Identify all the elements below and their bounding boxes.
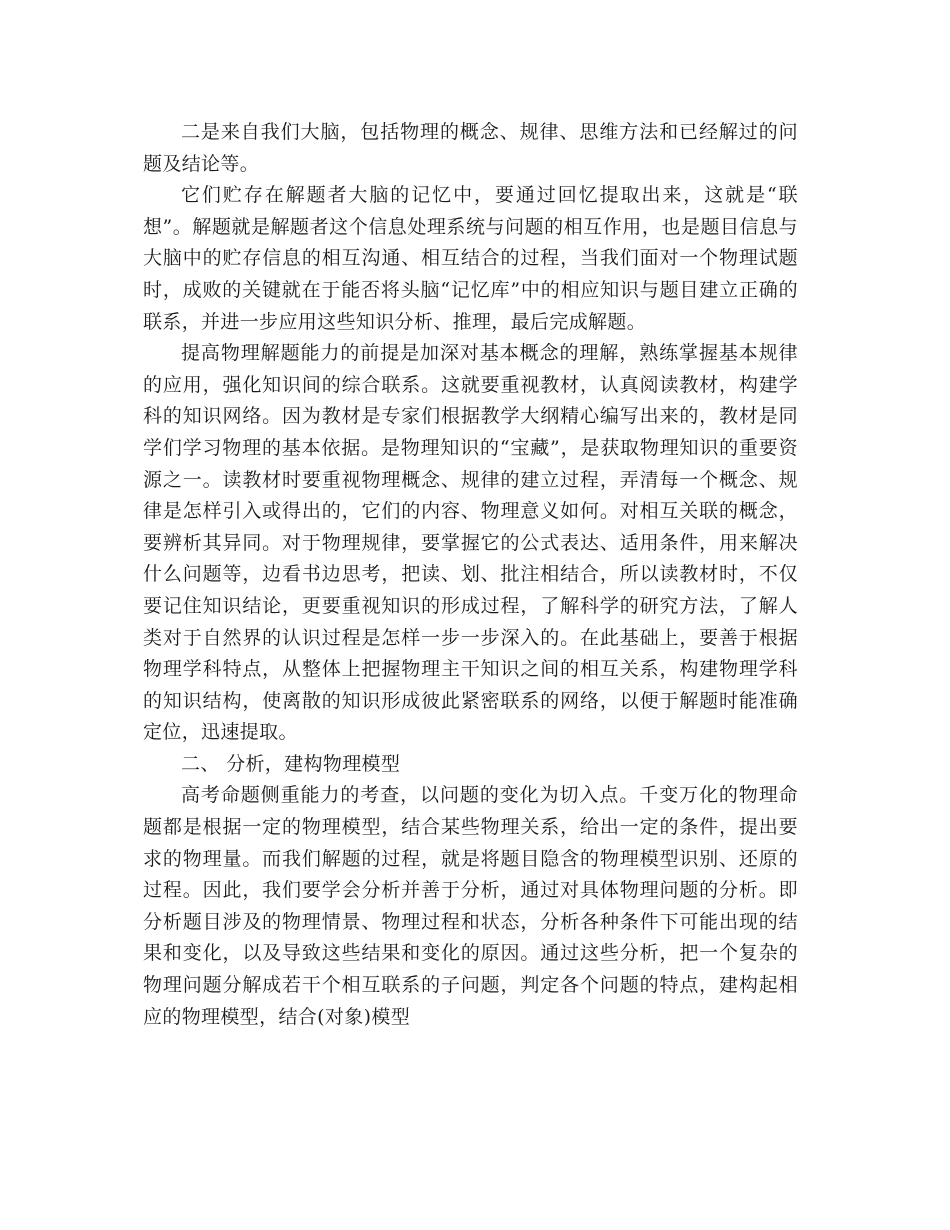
section-heading-model: 二、 分析，建构物理模型 [181,752,401,775]
paragraph-analysis: 高考命题侧重能力的考查，以问题的变化为切入点。千变万化的物理命题都是根据一定的物理模型，结合某些物理关系，给出一定的条件，提出要求的物理量。而我们解题的过程，就是将题目隐含的物理模型识别、还原的过程。因此，我们要学会分析并善于分析，通过对具体物理问题的分析。即分析题目涉及的物理情景、物理过程和状态，分析各种条件下可能出现的结果和变化，以及导致这些结果和变化的原因。通过这些分析，把一个复杂的物理问题分解成若干个相互联系的子问题，判定各个问题的特点，建构起相应的物理模型，结合(对象)模型 [143,784,798,1028]
paragraph-textbook: 提高物理解题能力的前提是加深对基本概念的理解，熟练掌握基本规律的应用，强化知识间的综合联系。这就要重视教材，认真阅读教材，构建学科的知识网络。因为教材是专家们根据教学大纲精心编写出来的，教材是同学们学习物理的基本依据。是物理知识的“宝藏”，是获取物理知识的重要资源之一。读教材时要重视物理概念、规律的建立过程，弄清每一个概念、规律是怎样引入或得出的，它们的内容、物理意义如何。对相互关联的概念，要辨析其异同。对于物理规律，要掌握它的公式表达、适用条件，用来解决什么问题等，边看书边思考，把读、划、批注相结合，所以读教材时，不仅要记住知识结论，更要重视知识的形成过程，了解科学的研究方法，了解人类对于自然界的认识过程是怎样一步一步深入的。在此基础上，要善于根据物理学科特点，从整体上把握物理主干知识之间的相互关系，构建物理学科的知识结构，使离散的知识形成彼此紧密联系的网络，以便于解题时能准确定位，迅速提取。 [143,342,798,744]
document-body [143,117,798,1033]
paragraph-association: 它们贮存在解题者大脑的记忆中，要通过回忆提取出来，这就是“联想”。解题就是解题者这个信息处理系统与问题的相互作用，也是题目信息与大脑中的贮存信息的相互沟通、相互结合的过程，当我们面对一个物理试题时，成败的关键就在于能否将头脑“记忆库”中的相应知识与题目建立正确的联系，并进一步应用这些知识分析、推理，最后完成解题。 [143,184,798,333]
paragraph-brain-source: 二是来自我们大脑，包括物理的概念、规律、思维方法和已经解过的问题及结论等。 [143,121,798,175]
